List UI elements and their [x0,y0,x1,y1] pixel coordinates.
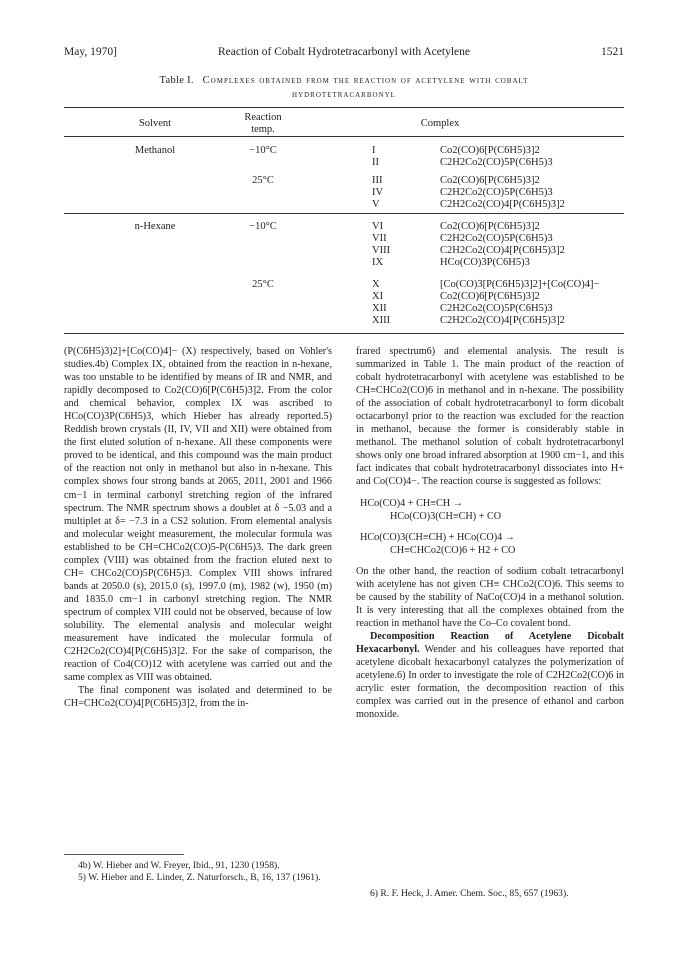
column-header-solvent: Solvent [138,118,172,129]
table-cell-temp: 25°C [252,175,274,186]
table-cell-formula: C2H2Co2(CO)5P(C6H5)3 [440,303,553,314]
table-caption [64,74,624,102]
page-number: 1521 [601,46,624,58]
running-header-title: Reaction of Cobalt Hydrotetracarbonyl with Acetylene [218,46,470,58]
table-cell-solvent: n-Hexane [134,221,176,232]
table-cell-number: I [372,145,376,156]
equation-2-line-1: HCo(CO)3(CH≡CH) + HCo(CO)4 → [360,531,515,543]
table-caption-line2: hydrotetracarbonyl [292,89,396,100]
table-cell-formula: C2H2Co2(CO)5P(C6H5)3 [440,187,553,198]
table-cell-number: XII [372,303,387,314]
table-cell-number: IV [372,187,384,198]
table-cell-number: II [372,157,379,168]
table-cell-temp: 25°C [252,279,274,290]
table-cell-number: X [372,279,380,290]
right-paragraph-3 [356,630,624,721]
left-paragraph-2: The final component was isolated and determined to be CH=CHCo2(CO)4[P(C6H5)3]2, from the in- [64,685,332,710]
table-cell-formula: HCo(CO)3P(C6H5)3 [440,257,530,268]
table-cell-formula: Co2(CO)6[P(C6H5)3]2 [440,145,540,156]
table-cell-number: VI [372,221,384,232]
table-cell-number: VIII [372,245,391,256]
equation-1-line-1: HCo(CO)4 + CH≡CH → [360,497,463,509]
footnote-6: 6) R. F. Heck, J. Amer. Chem. Soc., 85, 657 (1963). [370,888,569,899]
table-header-rule [64,136,624,137]
table-cell-formula: C2H2Co2(CO)5P(C6H5)3 [440,157,553,168]
table-cell-formula: Co2(CO)6[P(C6H5)3]2 [440,291,540,302]
table-cell-formula: Co2(CO)6[P(C6H5)3]2 [440,175,540,186]
left-paragraph-1: (P(C6H5)3)2]+[Co(CO)4]− (X) respectively, based on Vohler's studies.4b) Complex IX, obtained from the reaction in n-hexane, was too unstable to be identified by means of IR and NMR, and rapidly decomposed to Co2(CO)6[P(C6H5)3]2. From the color and chemical behavior, complex IX was ascribed to HCo(CO)3P(C6H5)3, which Hieber has already reported.5) Reddish brown crystals (II, IV, VII and XII) were obtained from the first eluted solution of n-hexane. All these components were proved to be identical, and this compound was the main product of the reaction not only in methanol but also in n-hexane. This complex shows four strong bands at 2065, 2011, 2001 and 1966 cm−1 in terminal carbonyl stretching region of the infrared spectrum. The NMR spectrum shows a doublet at δ −5.03 and a multiplet at δ= −7.3 in a CS2 solution. From elemental analysis and molecular weight measurement, the molecular formula was established to be CH=CHCo2(CO)5-P(C6H5)3. The dark green complex (VIII) was obtained from the fraction eluted next to CH= CHCo2(CO)5P(C6H5)3. Complex VIII shows infrared bands at 2050.0 (s), 2015.0 (s), 1997.0 (m), 1982 (w), 1950 (m) and 1835.0 cm−1 in carbonyl stretching region. The NMR spectrum of complex VIII could not be observed, because of low solubility. The elemental analysis and molecular weight measurement have indicated the molecular formula of C2H2Co2(CO)4[P(C6H5)3]2. For the sake of comparison, the reaction of Co4(CO)12 with acetylene was carried out and the same complex as VIII was obtained. [64,346,332,684]
table-cell-formula: C2H2Co2(CO)5P(C6H5)3 [440,233,553,244]
left-footnotes [64,860,332,884]
table-cell-number: IX [372,257,384,268]
footnote-rule [64,854,184,855]
section-heading: Decomposition Reaction of Acetylene Dicobalt Hexacarbonyl. [356,630,624,655]
table-cell-formula: C2H2Co2(CO)4[P(C6H5)3]2 [440,315,565,326]
running-header-date: May, 1970] [64,46,117,58]
equation-2-line-2: CH≡CHCo2(CO)6 + H2 + CO [390,544,516,556]
table-cell-formula: C2H2Co2(CO)4[P(C6H5)3]2 [440,199,565,210]
right-paragraph-2: On the other hand, the reaction of sodium cobalt tetracarbonyl with acetylene has not given CH≡ CHCo2(CO)6. This seems to be caused by the stability of NaCo(CO)4 in a methanol solution. It is very interesting that all the complexes obtained from the reaction in methanol have the Co–Co covalent bond. [356,565,624,629]
table-cell-number: V [372,199,380,210]
table-cell-solvent: Methanol [134,145,176,156]
table-cell-temp: −10°C [249,221,277,232]
table-caption-line1: Complexes obtained from the reaction of acetylene with cobalt [202,75,529,86]
table-cell-formula: [Co(CO)3[P(C6H5)3]2]+[Co(CO)4]− [440,279,600,290]
table-group-rule [64,213,624,214]
right-paragraph-1: frared spectrum6) and elemental analysis. The result is summarized in Table 1. The main product of the reaction of cobalt hydrotetracarbonyl with acetylene was established to be CH≡CHCo2(CO)6 in methanol and in n-hexane. The possibility of the association of cobalt hydrotetracarbonyl to form dicobalt octacarbonyl prior to the reaction was excluded for the reaction in methanol, because the former is considerably stable in methanol. The methanol solution of cobalt hydrotetracarbonyl shows only one broad infrared absorption at 1900 cm−1, and this fact indicates that cobalt hydrotetracarbonyl dissociates into H+ and Co(CO)4−. The reaction course is suggested as follows: [356,346,624,488]
column-header-temp: temp. [251,124,275,135]
table-cell-number: XI [372,291,384,302]
equation-1-line-2: HCo(CO)3(CH≡CH) + CO [390,510,502,522]
table-top-rule [64,107,624,108]
table-cell-number: VII [372,233,387,244]
footnote-5: 5) W. Hieber and E. Linder, Z. Naturforsch., B, 16, 137 (1961). [78,872,321,883]
section-heading-body: Wender and his colleagues have reported that acetylene dicobalt hexacarbonyl catalyzes the polymerization of acetylene.6) In order to investigate the role of C2H2Co2(CO)6 in acrylic ester formation, the decomposition reaction of this complex was carried out in the presence of ethanol and carbon monoxide. [356,643,624,721]
table-cell-temp: −10°C [249,145,277,156]
table-cell-number: III [372,175,383,186]
table-cell-formula: Co2(CO)6[P(C6H5)3]2 [440,221,540,232]
table-caption-label: Table I. [159,75,194,86]
footnote-4b: 4b) W. Hieber and W. Freyer, Ibid., 91, 1230 (1958). [78,860,280,871]
right-column [356,345,624,721]
table-cell-number: XIII [372,315,391,326]
column-header-complex: Complex [420,118,460,129]
table-cell-formula: C2H2Co2(CO)4[P(C6H5)3]2 [440,245,565,256]
left-column [64,345,332,710]
column-header-reaction-temp [228,112,298,136]
table-bottom-rule [64,333,624,334]
column-header-reaction: Reaction [244,112,282,123]
